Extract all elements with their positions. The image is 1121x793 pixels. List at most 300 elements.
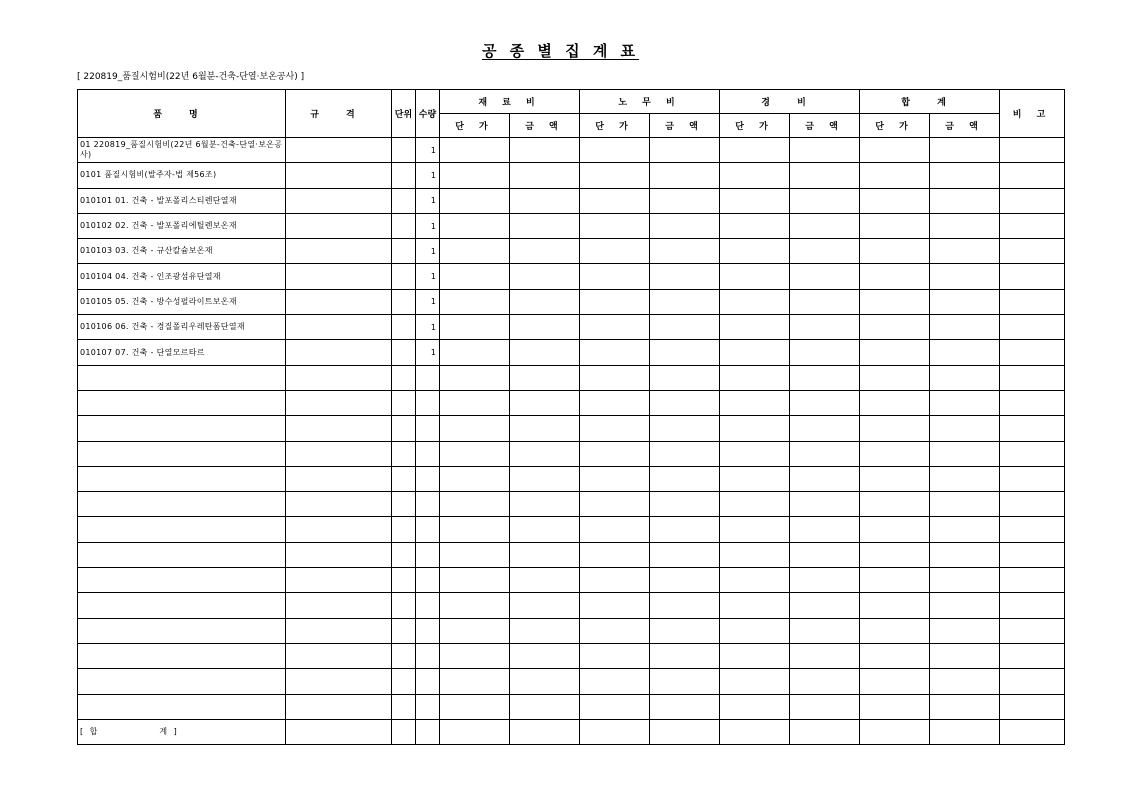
row-value-cell xyxy=(930,264,1000,289)
row-value-cell xyxy=(860,163,930,188)
row-name-cell xyxy=(78,390,286,415)
total-value-cell xyxy=(440,719,510,744)
row-value-cell xyxy=(650,340,720,365)
row-spec-cell xyxy=(286,213,392,238)
row-value-cell xyxy=(650,365,720,390)
row-value-cell xyxy=(580,213,650,238)
row-qty-cell xyxy=(416,416,440,441)
row-value-cell xyxy=(510,213,580,238)
row-value-cell xyxy=(720,618,790,643)
row-value-cell xyxy=(580,340,650,365)
row-name-cell: 01 220819_품질시험비(22년 6월분-건축-단열·보온공사) xyxy=(78,138,286,163)
header-expense-unit-price: 단 가 xyxy=(720,114,790,138)
row-value-cell xyxy=(720,163,790,188)
total-value-cell xyxy=(580,719,650,744)
row-value-cell xyxy=(580,264,650,289)
row-unit-cell xyxy=(392,188,416,213)
row-value-cell xyxy=(440,213,510,238)
row-name-cell xyxy=(78,416,286,441)
row-value-cell xyxy=(720,517,790,542)
row-value-cell xyxy=(440,340,510,365)
row-value-cell xyxy=(1000,618,1065,643)
row-unit-cell xyxy=(392,289,416,314)
row-value-cell xyxy=(580,542,650,567)
row-unit-cell xyxy=(392,517,416,542)
row-value-cell xyxy=(1000,390,1065,415)
row-value-cell xyxy=(510,643,580,668)
row-value-cell xyxy=(440,694,510,719)
row-value-cell xyxy=(930,593,1000,618)
header-total-unit-price: 단 가 xyxy=(860,114,930,138)
row-value-cell xyxy=(440,618,510,643)
header-material-amount: 금 액 xyxy=(510,114,580,138)
row-value-cell xyxy=(650,239,720,264)
document-title-text: 공 종 별 집 계 표 xyxy=(481,42,640,60)
row-value-cell xyxy=(790,390,860,415)
row-value-cell xyxy=(510,390,580,415)
row-value-cell xyxy=(790,315,860,340)
row-value-cell xyxy=(930,542,1000,567)
row-unit-cell xyxy=(392,416,416,441)
row-qty-cell: 1 xyxy=(416,315,440,340)
table-row xyxy=(78,694,1065,719)
header-material-unit-price: 단 가 xyxy=(440,114,510,138)
row-value-cell xyxy=(860,568,930,593)
row-value-cell xyxy=(720,416,790,441)
row-value-cell xyxy=(790,138,860,163)
header-remarks: 비 고 xyxy=(1000,90,1065,138)
row-value-cell xyxy=(790,239,860,264)
row-value-cell xyxy=(1000,213,1065,238)
row-qty-cell xyxy=(416,365,440,390)
row-value-cell xyxy=(580,390,650,415)
row-value-cell xyxy=(930,315,1000,340)
row-spec-cell xyxy=(286,542,392,567)
row-name-cell xyxy=(78,593,286,618)
row-qty-cell xyxy=(416,618,440,643)
row-unit-cell xyxy=(392,239,416,264)
header-unit: 단위 xyxy=(392,90,416,138)
row-value-cell xyxy=(440,188,510,213)
total-value-cell xyxy=(930,719,1000,744)
row-value-cell xyxy=(510,188,580,213)
table-row xyxy=(78,466,1065,491)
row-value-cell xyxy=(790,340,860,365)
row-value-cell xyxy=(720,492,790,517)
row-name-cell xyxy=(78,365,286,390)
total-row xyxy=(78,719,1065,744)
row-value-cell xyxy=(580,694,650,719)
row-unit-cell xyxy=(392,492,416,517)
row-value-cell xyxy=(440,669,510,694)
row-spec-cell xyxy=(286,441,392,466)
row-value-cell xyxy=(650,618,720,643)
table-row xyxy=(78,517,1065,542)
row-value-cell xyxy=(860,542,930,567)
row-qty-cell xyxy=(416,542,440,567)
total-value-cell xyxy=(720,719,790,744)
row-value-cell xyxy=(790,643,860,668)
row-value-cell xyxy=(580,315,650,340)
row-value-cell xyxy=(860,138,930,163)
header-labor: 노 무 비 xyxy=(580,90,720,114)
row-value-cell xyxy=(930,138,1000,163)
row-value-cell xyxy=(720,568,790,593)
row-value-cell xyxy=(790,492,860,517)
row-name-cell: 010104 04. 건축 - 인조광섬유단열재 xyxy=(78,264,286,289)
row-value-cell xyxy=(650,315,720,340)
row-value-cell xyxy=(580,643,650,668)
row-value-cell xyxy=(860,517,930,542)
row-qty-cell xyxy=(416,568,440,593)
row-name-cell: 010107 07. 건축 - 단열모르타르 xyxy=(78,340,286,365)
row-qty-cell: 1 xyxy=(416,163,440,188)
row-value-cell xyxy=(580,568,650,593)
row-spec-cell xyxy=(286,466,392,491)
row-value-cell xyxy=(510,340,580,365)
row-value-cell xyxy=(930,390,1000,415)
row-value-cell xyxy=(790,669,860,694)
row-value-cell xyxy=(790,441,860,466)
row-unit-cell xyxy=(392,213,416,238)
row-value-cell xyxy=(510,669,580,694)
row-name-cell xyxy=(78,542,286,567)
row-value-cell xyxy=(1000,517,1065,542)
row-value-cell xyxy=(720,315,790,340)
row-spec-cell xyxy=(286,390,392,415)
row-value-cell xyxy=(790,289,860,314)
row-value-cell xyxy=(930,643,1000,668)
row-value-cell xyxy=(930,568,1000,593)
row-name-cell xyxy=(78,517,286,542)
row-unit-cell xyxy=(392,390,416,415)
row-value-cell xyxy=(580,138,650,163)
row-value-cell xyxy=(720,239,790,264)
row-name-cell xyxy=(78,441,286,466)
row-spec-cell xyxy=(286,239,392,264)
row-spec-cell xyxy=(286,517,392,542)
total-value-cell xyxy=(790,719,860,744)
row-value-cell xyxy=(930,517,1000,542)
header-material: 재 료 비 xyxy=(440,90,580,114)
row-value-cell xyxy=(1000,466,1065,491)
header-total-amount: 금 액 xyxy=(930,114,1000,138)
row-spec-cell xyxy=(286,264,392,289)
document-title xyxy=(0,40,1121,61)
row-value-cell xyxy=(580,517,650,542)
row-qty-cell: 1 xyxy=(416,289,440,314)
row-qty-cell xyxy=(416,694,440,719)
row-name-cell xyxy=(78,669,286,694)
header-spec: 규 격 xyxy=(286,90,392,138)
row-value-cell xyxy=(1000,138,1065,163)
row-value-cell xyxy=(580,466,650,491)
row-value-cell xyxy=(1000,340,1065,365)
row-value-cell xyxy=(440,517,510,542)
row-unit-cell xyxy=(392,365,416,390)
row-value-cell xyxy=(440,643,510,668)
row-value-cell xyxy=(1000,568,1065,593)
row-value-cell xyxy=(930,163,1000,188)
row-value-cell xyxy=(650,466,720,491)
row-value-cell xyxy=(650,416,720,441)
row-value-cell xyxy=(440,492,510,517)
row-spec-cell xyxy=(286,365,392,390)
row-value-cell xyxy=(650,163,720,188)
row-value-cell xyxy=(440,138,510,163)
row-unit-cell xyxy=(392,138,416,163)
row-value-cell xyxy=(860,593,930,618)
row-value-cell xyxy=(1000,542,1065,567)
row-value-cell xyxy=(440,315,510,340)
row-value-cell xyxy=(510,239,580,264)
row-value-cell xyxy=(650,492,720,517)
row-value-cell xyxy=(440,365,510,390)
row-value-cell xyxy=(720,188,790,213)
total-value-cell xyxy=(1000,719,1065,744)
row-unit-cell xyxy=(392,441,416,466)
row-value-cell xyxy=(720,138,790,163)
row-value-cell xyxy=(510,517,580,542)
row-value-cell xyxy=(650,568,720,593)
row-value-cell xyxy=(930,492,1000,517)
row-value-cell xyxy=(790,213,860,238)
row-value-cell xyxy=(930,618,1000,643)
table-row xyxy=(78,492,1065,517)
row-unit-cell xyxy=(392,643,416,668)
table-row xyxy=(78,213,1065,238)
header-labor-unit-price: 단 가 xyxy=(580,114,650,138)
table-row xyxy=(78,315,1065,340)
row-value-cell xyxy=(1000,593,1065,618)
row-name-cell: 010101 01. 건축 - 발포폴리스티렌단열재 xyxy=(78,188,286,213)
row-value-cell xyxy=(510,618,580,643)
row-value-cell xyxy=(790,163,860,188)
row-value-cell xyxy=(510,466,580,491)
row-value-cell xyxy=(440,568,510,593)
row-value-cell xyxy=(790,365,860,390)
row-value-cell xyxy=(720,340,790,365)
row-value-cell xyxy=(510,492,580,517)
table-row xyxy=(78,289,1065,314)
row-value-cell xyxy=(510,441,580,466)
row-value-cell xyxy=(930,213,1000,238)
row-qty-cell: 1 xyxy=(416,239,440,264)
row-value-cell xyxy=(930,441,1000,466)
row-spec-cell xyxy=(286,643,392,668)
table-row xyxy=(78,416,1065,441)
row-value-cell xyxy=(860,441,930,466)
row-spec-cell xyxy=(286,618,392,643)
row-name-cell xyxy=(78,492,286,517)
total-value-cell xyxy=(392,719,416,744)
row-name-cell: 010103 03. 건축 - 규산칼슘보온재 xyxy=(78,239,286,264)
row-value-cell xyxy=(860,643,930,668)
row-value-cell xyxy=(1000,315,1065,340)
row-value-cell xyxy=(1000,492,1065,517)
row-value-cell xyxy=(860,694,930,719)
total-value-cell xyxy=(650,719,720,744)
row-qty-cell xyxy=(416,593,440,618)
row-spec-cell xyxy=(286,138,392,163)
row-value-cell xyxy=(650,213,720,238)
row-spec-cell xyxy=(286,669,392,694)
header-total: 합 계 xyxy=(860,90,1000,114)
row-value-cell xyxy=(1000,264,1065,289)
table-row xyxy=(78,669,1065,694)
row-value-cell xyxy=(790,568,860,593)
row-value-cell xyxy=(1000,694,1065,719)
row-qty-cell: 1 xyxy=(416,138,440,163)
row-value-cell xyxy=(1000,441,1065,466)
table-row xyxy=(78,163,1065,188)
row-name-cell: 010106 06. 건축 - 경질폴리우레탄폼단열재 xyxy=(78,315,286,340)
table-row xyxy=(78,643,1065,668)
row-value-cell xyxy=(790,542,860,567)
row-value-cell xyxy=(860,365,930,390)
row-value-cell xyxy=(860,618,930,643)
row-value-cell xyxy=(440,239,510,264)
row-qty-cell xyxy=(416,466,440,491)
row-qty-cell xyxy=(416,492,440,517)
row-value-cell xyxy=(580,441,650,466)
row-value-cell xyxy=(1000,239,1065,264)
row-spec-cell xyxy=(286,188,392,213)
total-value-cell xyxy=(416,719,440,744)
row-value-cell xyxy=(720,390,790,415)
row-value-cell xyxy=(790,416,860,441)
row-value-cell xyxy=(650,188,720,213)
row-value-cell xyxy=(650,264,720,289)
row-value-cell xyxy=(510,138,580,163)
row-value-cell xyxy=(930,340,1000,365)
row-value-cell xyxy=(720,542,790,567)
row-value-cell xyxy=(580,416,650,441)
table-header xyxy=(78,90,1065,138)
row-value-cell xyxy=(650,390,720,415)
row-value-cell xyxy=(930,188,1000,213)
total-label-open: [ 합 xyxy=(80,726,100,736)
row-spec-cell xyxy=(286,163,392,188)
row-unit-cell xyxy=(392,315,416,340)
row-spec-cell xyxy=(286,315,392,340)
table-row xyxy=(78,239,1065,264)
row-value-cell xyxy=(720,694,790,719)
row-value-cell xyxy=(790,188,860,213)
row-name-cell xyxy=(78,643,286,668)
total-value-cell xyxy=(286,719,392,744)
table-row xyxy=(78,441,1065,466)
row-value-cell xyxy=(580,289,650,314)
row-qty-cell: 1 xyxy=(416,340,440,365)
row-unit-cell xyxy=(392,618,416,643)
row-unit-cell xyxy=(392,542,416,567)
row-value-cell xyxy=(650,289,720,314)
row-value-cell xyxy=(650,138,720,163)
row-value-cell xyxy=(510,163,580,188)
row-value-cell xyxy=(440,466,510,491)
table-body xyxy=(78,138,1065,745)
row-value-cell xyxy=(860,188,930,213)
row-value-cell xyxy=(790,593,860,618)
row-value-cell xyxy=(510,264,580,289)
row-spec-cell xyxy=(286,694,392,719)
row-value-cell xyxy=(790,264,860,289)
row-value-cell xyxy=(1000,289,1065,314)
row-name-cell xyxy=(78,618,286,643)
row-name-cell: 010105 05. 건축 - 방수성펄라이트보온재 xyxy=(78,289,286,314)
row-spec-cell xyxy=(286,289,392,314)
total-value-cell xyxy=(860,719,930,744)
row-value-cell xyxy=(510,289,580,314)
row-value-cell xyxy=(440,441,510,466)
row-qty-cell xyxy=(416,643,440,668)
row-value-cell xyxy=(720,213,790,238)
row-value-cell xyxy=(1000,643,1065,668)
table-row xyxy=(78,188,1065,213)
row-value-cell xyxy=(720,441,790,466)
row-unit-cell xyxy=(392,593,416,618)
row-value-cell xyxy=(860,340,930,365)
row-value-cell xyxy=(860,466,930,491)
row-spec-cell xyxy=(286,492,392,517)
table-row xyxy=(78,390,1065,415)
row-value-cell xyxy=(650,441,720,466)
table-row xyxy=(78,264,1065,289)
row-unit-cell xyxy=(392,264,416,289)
row-value-cell xyxy=(720,466,790,491)
row-spec-cell xyxy=(286,593,392,618)
row-value-cell xyxy=(1000,416,1065,441)
row-value-cell xyxy=(860,264,930,289)
row-value-cell xyxy=(510,416,580,441)
row-value-cell xyxy=(930,466,1000,491)
row-value-cell xyxy=(440,593,510,618)
row-value-cell xyxy=(790,466,860,491)
row-value-cell xyxy=(860,289,930,314)
row-value-cell xyxy=(440,416,510,441)
row-value-cell xyxy=(790,517,860,542)
row-name-cell xyxy=(78,568,286,593)
row-value-cell xyxy=(860,213,930,238)
header-qty: 수량 xyxy=(416,90,440,138)
row-qty-cell xyxy=(416,669,440,694)
row-value-cell xyxy=(1000,669,1065,694)
header-name: 품 명 xyxy=(78,90,286,138)
total-label-close: 계 ] xyxy=(159,726,179,736)
row-unit-cell xyxy=(392,669,416,694)
total-label xyxy=(78,719,286,744)
row-value-cell xyxy=(930,416,1000,441)
row-value-cell xyxy=(580,163,650,188)
row-value-cell xyxy=(790,694,860,719)
row-value-cell xyxy=(580,239,650,264)
table-row xyxy=(78,365,1065,390)
row-value-cell xyxy=(930,289,1000,314)
row-name-cell xyxy=(78,694,286,719)
row-qty-cell: 1 xyxy=(416,213,440,238)
row-unit-cell xyxy=(392,466,416,491)
row-value-cell xyxy=(440,289,510,314)
row-qty-cell: 1 xyxy=(416,264,440,289)
row-qty-cell xyxy=(416,441,440,466)
row-value-cell xyxy=(930,669,1000,694)
row-value-cell xyxy=(510,593,580,618)
row-value-cell xyxy=(860,315,930,340)
row-value-cell xyxy=(1000,365,1065,390)
table-row xyxy=(78,618,1065,643)
row-qty-cell: 1 xyxy=(416,188,440,213)
